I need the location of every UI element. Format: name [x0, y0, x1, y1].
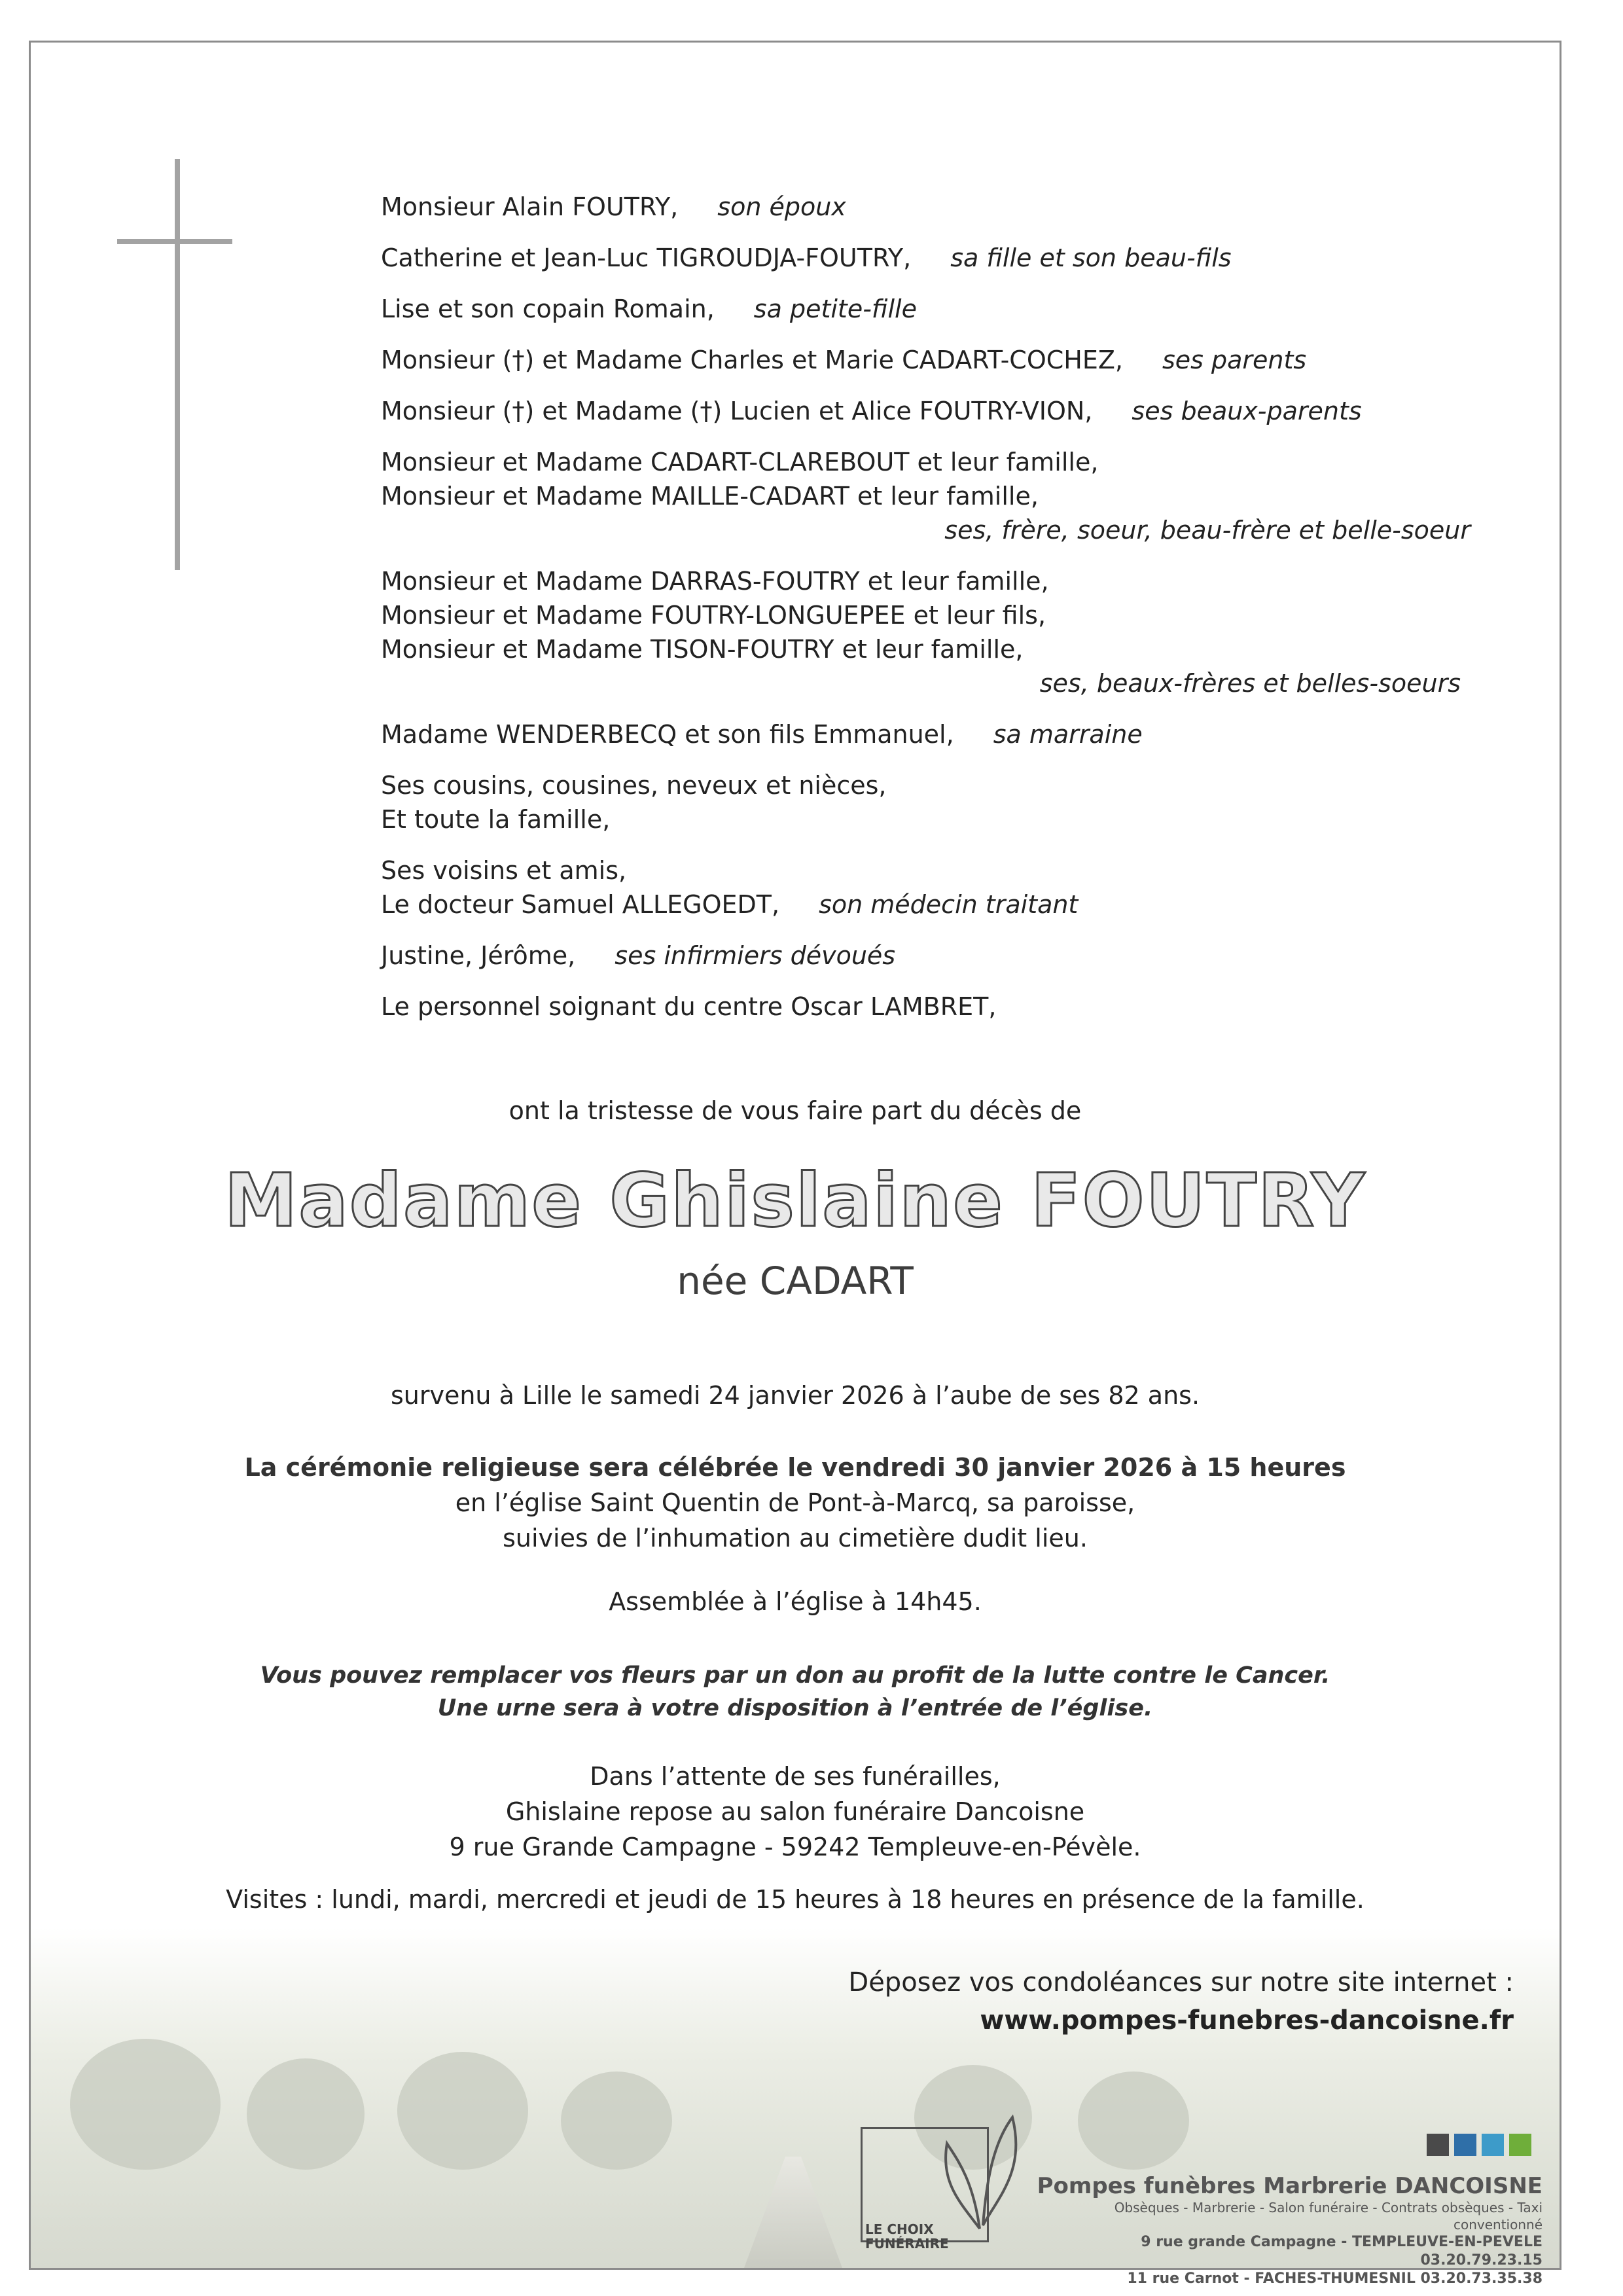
- tree: [397, 2052, 528, 2170]
- in-laws-group: Monsieur et Madame DARRAS-FOUTRY et leur famille, Monsieur et Madame FOUTRY-LONGUEPEE et leur fils, Monsieur et Madame TISON-FOUTRY et leur famille, ses, beaux-frères et belles-soeurs: [381, 567, 1461, 698]
- visits-info: Visites : lundi, mardi, mercredi et jeudi de 15 heures à 18 heures en présence de la famille.: [226, 1885, 1364, 1914]
- assembly-info: Assemblée à l’église à 14h45.: [609, 1587, 982, 1616]
- brand-squares: [1421, 2134, 1531, 2159]
- condolence-website: Déposez vos condoléances sur notre site internet : www.pompes-funebres-dancoisne.fr: [848, 1964, 1514, 2039]
- maiden-name: née CADART: [677, 1259, 914, 1303]
- cousins-group: Ses cousins, cousines, neveux et nièces, Et toute la famille,: [381, 771, 887, 834]
- tree: [561, 2072, 672, 2170]
- friends-group: Ses voisins et amis, Le docteur Samuel ALLEGOEDT, son médecin traitant: [381, 856, 1079, 919]
- brand-square: [1454, 2134, 1476, 2156]
- announcement: ont la tristesse de vous faire part du décès de: [508, 1096, 1082, 1125]
- family-line: Lise et son copain Romain, sa petite-fille: [381, 295, 917, 323]
- tree: [247, 2058, 365, 2170]
- obituary-card: [29, 41, 1561, 2287]
- brand-square: [1482, 2134, 1504, 2156]
- donation-block: Vous pouvez remplacer vos fleurs par un don au profit de la lutte contre le Cancer. Une urne sera à votre disposition à l’entrée de l’église.: [260, 1662, 1330, 1721]
- website-link[interactable]: www.pompes-funebres-dancoisne.fr: [980, 2005, 1514, 2036]
- nurses-line: Justine, Jérôme, ses infirmiers dévoués: [381, 941, 896, 970]
- cross-icon-bar: [117, 239, 232, 244]
- company-info: Pompes funèbres Marbrerie DANCOISNE Obsèques - Marbrerie - Salon funéraire - Contrats obsèques - Taxi conventionné 9 rue grande Campagne - TEMPLEUVE-EN-PEVELE 03.20.79.23.15 11 rue Carnot - FACHES-THUMESNIL 03.20.73.35.38: [1037, 2173, 1543, 2287]
- siblings-group: Monsieur et Madame CADART-CLAREBOUT et leur famille, Monsieur et Madame MAILLE-CADART et leur famille, ses, frère, soeur, beau-frère et belle-soeur: [381, 448, 1471, 545]
- family-line: Catherine et Jean-Luc TIGROUDJA-FOUTRY, sa fille et son beau-fils: [381, 243, 1232, 272]
- family-list: [381, 190, 1507, 1024]
- cross-icon: [175, 159, 180, 570]
- brand-square: [1427, 2134, 1449, 2156]
- tree: [70, 2039, 221, 2170]
- family-line: Monsieur (†) et Madame Charles et Marie CADART-COCHEZ, ses parents: [381, 346, 1307, 374]
- funeral-home-block: Dans l’attente de ses funérailles, Ghislaine repose au salon funéraire Dancoisne 9 rue Grande Campagne - 59242 Templeuve-en-Pévèle.: [449, 1762, 1141, 1861]
- death-info: survenu à Lille le samedi 24 janvier 2026 à l’aube de ses 82 ans.: [390, 1381, 1200, 1410]
- logo-text: LE CHOIX FUNÉRAIRE: [865, 2221, 949, 2251]
- tree: [1078, 2072, 1189, 2170]
- brand-square: [1509, 2134, 1531, 2156]
- godmother-line: Madame WENDERBECQ et son fils Emmanuel, sa marraine: [381, 720, 1143, 749]
- staff-line: Le personnel soignant du centre Oscar LAMBRET,: [381, 992, 997, 1021]
- family-line: Monsieur Alain FOUTRY, son époux: [381, 192, 846, 221]
- butterfly-icon: [934, 2104, 1032, 2235]
- deceased-name: Madame Ghislaine FOUTRY: [224, 1158, 1366, 1244]
- ceremony-block: La cérémonie religieuse sera célébrée le vendredi 30 janvier 2026 à 15 heures en l’église Saint Quentin de Pont-à-Marcq, sa paroisse, suivies de l’inhumation au cimetière dudit lieu.: [244, 1453, 1346, 1552]
- family-line: Monsieur (†) et Madame (†) Lucien et Alice FOUTRY-VION, ses beaux-parents: [381, 397, 1362, 425]
